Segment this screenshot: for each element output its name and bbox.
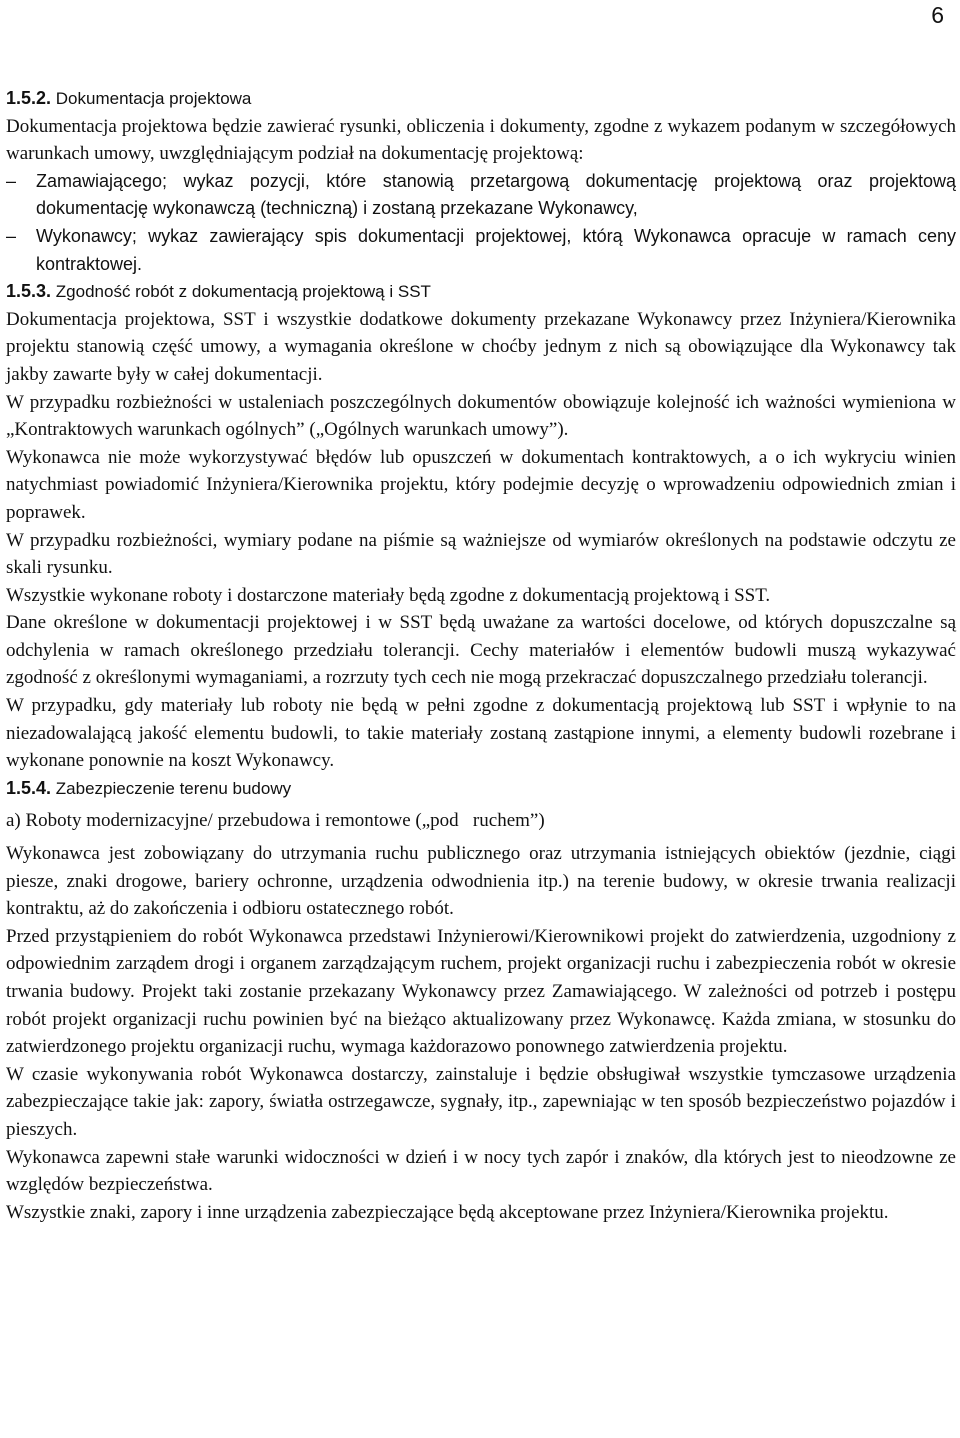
paragraph: Wszystkie znaki, zapory i inne urządzenia zabezpieczające będą akceptowane przez Inżyniera/Kierownika projektu.	[6, 1201, 889, 1223]
paragraph: Przed przystąpieniem do robót Wykonawca przedstawi Inżynierowi/Kierownikowi projekt do zatwierdzenia, uzgodniony z odpowiednim zarządem drogi i organem zarządzającym ruchem, projekt organizacji ruchu i zabezpieczenia robót w okresie trwania budowy. Projekt taki zostanie przekazany Wykonawcy przez Zamawiającego. W zależności od potrzeb i postępu robót projekt organizacji ruchu powinien być na bieżąco aktualizowany przez Wykonawcę. Każda zmiana, w stosunku do zatwierdzonego projektu organizacji ruchu, wymaga każdorazowo ponownego zatwierdzenia projektu.	[6, 925, 956, 1058]
section-heading-152	[6, 85, 956, 113]
section-number: 1.5.4.	[6, 777, 52, 798]
paragraph: W czasie wykonywania robót Wykonawca dostarczy, zainstaluje i będzie obsługiwał wszystkie tymczasowe urządzenia zabezpieczające takie jak: zapory, światła ostrzegawcze, sygnały, itp., zapewniając w ten sposób bezpieczeństwo pojazdów i pieszych.	[6, 1063, 956, 1140]
section-heading-154	[6, 775, 956, 803]
section-title: Zabezpieczenie terenu budowy	[55, 778, 292, 798]
section-title: Dokumentacja projektowa	[55, 89, 252, 108]
paragraph: W przypadku rozbieżności, wymiary podane na piśmie są ważniejsze od wymiarów określonych na podstawie odczytu ze skali rysunku.	[6, 529, 956, 579]
section-number: 1.5.2.	[6, 88, 52, 108]
list-item	[6, 223, 956, 278]
subheading: a) Roboty modernizacyjne/ przebudowa i remontowe („pod ruchem”)	[6, 810, 545, 832]
dash-marker: –	[6, 225, 17, 246]
section-title: Zgodność robót z dokumentacją projektową i SST	[55, 282, 431, 302]
list-item-text: Zamawiającego; wykaz pozycji, które stanowią przetargową dokumentację projektową oraz projektową dokumentację wykonawczą (techniczną) i zostaną przekazane Wykonawcy,	[36, 170, 956, 219]
paragraph: Wszystkie wykonane roboty i dostarczone materiały będą zgodne z dokumentacją projektową i SST.	[6, 584, 771, 606]
paragraph: W przypadku, gdy materiały lub roboty nie będą w pełni zgodne z dokumentacją projektową lub SST i wpłynie to na niezadowalającą jakość elementu budowli, to takie materiały zostaną zastąpione innymi, a elementy budowli rozebrane i wykonane ponownie na koszt Wykonawcy.	[6, 695, 956, 772]
paragraph: Wykonawca zapewni stałe warunki widoczności w dzień i w nocy tych zapór i znaków, dla których jest to nieodzowne ze względów bezpieczeństwa.	[6, 1146, 956, 1196]
paragraph: W przypadku rozbieżności w ustaleniach poszczególnych dokumentów obowiązuje kolejność ich ważności wymieniona w „Kontraktowych warunkach ogólnych” („Ogólnych warunkach umowy”).	[6, 391, 956, 441]
paragraph: Dane określone w dokumentacji projektowej i w SST będą uważane za wartości docelowe, od których dopuszczalne są odchylenia w ramach określonego przedziału tolerancji. Cechy materiałów i elementów budowli muszą wykazywać zgodność z określonymi wymaganiami, a rozrzuty tych cech nie mogą przekraczać dopuszczalnego przedziału tolerancji.	[6, 612, 956, 689]
section-heading-153	[6, 278, 956, 306]
dash-marker: –	[6, 170, 17, 191]
paragraph: Wykonawca jest zobowiązany do utrzymania ruchu publicznego oraz utrzymania istniejących obiektów (jezdnie, ciągi piesze, znaki drogowe, bariery ochronne, urządzenia odwodnienia itp.) na terenie budowy, w okresie trwania realizacji kontraktu, aż do zakończenia i odbioru ostatecznego robót.	[6, 843, 956, 920]
section-number: 1.5.3.	[6, 281, 52, 302]
document-content	[6, 85, 956, 1226]
paragraph: Dokumentacja projektowa będzie zawierać rysunki, obliczenia i dokumenty, zgodne z wykazem podanym w szczegółowych warunkach umowy, uwzględniającym podział na dokumentację projektową:	[6, 115, 956, 165]
page-number: 6	[931, 2, 944, 28]
paragraph: Wykonawca nie może wykorzystywać błędów lub opuszczeń w dokumentach kontraktowych, a o ich wykryciu winien natychmiast powiadomić Inżyniera/Kierownika projektu, który podejmie decyzję o wprowadzeniu odpowiednich zmian i poprawek.	[6, 446, 956, 523]
list-item	[6, 168, 956, 223]
list-item-text: Wykonawcy; wykaz zawierający spis dokumentacji projektowej, którą Wykonawca opracuje w ramach ceny kontraktowej.	[36, 225, 956, 274]
paragraph: Dokumentacja projektowa, SST i wszystkie dodatkowe dokumenty przekazane Wykonawcy przez Inżyniera/Kierownika projektu stanowią część umowy, a wymagania określone w choćby jednym z nich są obowiązujące dla Wykonawcy tak jakby zawarte były w całej dokumentacji.	[6, 308, 956, 385]
dash-list	[6, 168, 956, 278]
